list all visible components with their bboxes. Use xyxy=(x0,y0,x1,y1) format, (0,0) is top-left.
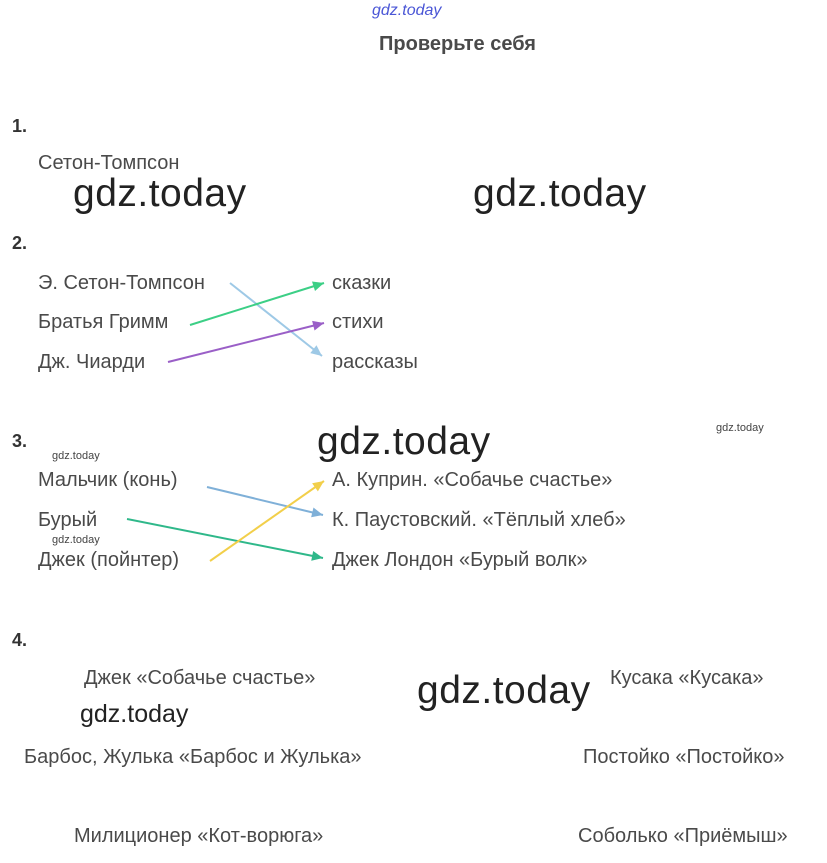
page-title: Проверьте себя xyxy=(379,33,536,55)
watermark: gdz.today xyxy=(417,669,591,712)
s2-right-item: рассказы xyxy=(332,351,418,373)
s4-item: Соболько «Приёмыш» xyxy=(578,825,788,847)
section3-match-1-arrowhead xyxy=(311,551,323,561)
watermark-small: gdz.today xyxy=(52,534,100,546)
watermark: gdz.today xyxy=(73,172,247,215)
watermark: gdz.today xyxy=(473,172,647,215)
s2-left-item: Братья Гримм xyxy=(38,311,169,333)
section3-match-0-arrowhead xyxy=(311,508,323,518)
watermark: gdz.today xyxy=(317,420,491,463)
watermark-small: gdz.today xyxy=(52,450,100,462)
watermark-small: gdz.today xyxy=(716,422,764,434)
s2-right-item: сказки xyxy=(332,272,392,294)
s3-left-item: Джек (пойнтер) xyxy=(38,549,180,571)
section-number-1: 1. xyxy=(12,116,28,136)
s4-item: Милиционер «Кот-ворюга» xyxy=(74,825,324,847)
section3-match-1-line xyxy=(127,519,323,558)
section3-match-0-line xyxy=(207,487,323,515)
s2-left-item: Э. Сетон-Томпсон xyxy=(38,272,205,294)
s3-left-item: Бурый xyxy=(38,509,98,531)
s4-item: Барбос, Жулька «Барбос и Жулька» xyxy=(24,746,362,768)
s3-right-item: А. Куприн. «Собачье счастье» xyxy=(332,469,613,491)
s3-right-item: Джек Лондон «Бурый волк» xyxy=(332,549,588,571)
section-number-3: 3. xyxy=(12,431,28,451)
watermark-top: gdz.today xyxy=(372,2,442,19)
section2-match-2-arrowhead xyxy=(312,321,324,331)
watermark: gdz.today xyxy=(80,700,189,728)
s3-left-item: Мальчик (конь) xyxy=(38,469,178,491)
section3-match-2-line xyxy=(210,481,324,561)
section2-match-2-line xyxy=(168,323,324,362)
s4-item: Постойко «Постойко» xyxy=(583,746,785,768)
section1-answer: Сетон-Томпсон xyxy=(38,152,180,174)
section2-match-0-line xyxy=(230,283,322,356)
s2-right-item: стихи xyxy=(332,311,384,333)
s4-item: Джек «Собачье счастье» xyxy=(84,667,316,689)
section3-match-2-arrowhead xyxy=(312,481,324,491)
section-number-2: 2. xyxy=(12,233,28,253)
section2-match-1-arrowhead xyxy=(312,282,324,292)
section-number-4: 4. xyxy=(12,630,28,650)
s3-right-item: К. Паустовский. «Тёплый хлеб» xyxy=(332,509,626,531)
s2-left-item: Дж. Чиарди xyxy=(38,351,146,373)
s4-item: Кусака «Кусака» xyxy=(610,667,764,689)
section2-match-1-line xyxy=(190,283,324,325)
